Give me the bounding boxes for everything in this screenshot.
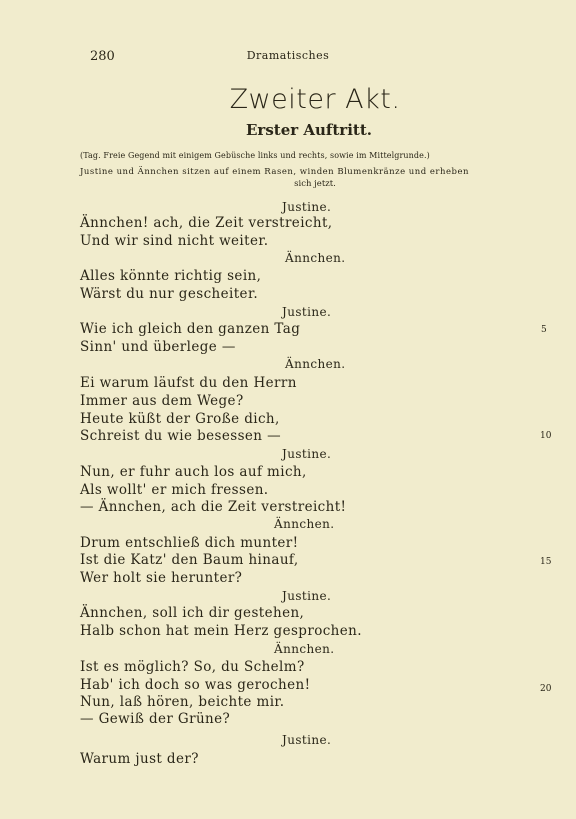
speaker-name: Ännchen. [274,642,335,656]
stage-direction-line: (Tag. Freie Gegend mit einigem Gebüsche links und rechts, sowie im Mittelgrunde.) [80,151,430,160]
line-number: 20 [540,684,552,694]
verse-line: Immer aus dem Wege? [80,393,244,409]
act-title: Zweiter Akt. [229,84,401,115]
page-number: 280 [90,49,115,64]
verse-line: Heute küßt der Große dich, [80,411,280,427]
verse-line: Wie ich gleich den ganzen Tag [80,321,301,337]
running-title: Dramatisches [246,49,330,62]
verse-line: Nun, laß hören, beichte mir. [80,694,285,710]
verse-line: Alles könnte richtig sein, [80,268,262,284]
scene-title: Erster Auftritt. [246,121,372,139]
verse-line: Schreist du wie besessen — [80,428,281,444]
verse-line: Wer holt sie herunter? [80,570,243,586]
stage-direction-line: Justine und Ännchen sitzen auf einem Rasen, winden Blumenkränze und erheben [80,167,469,177]
verse-line: Ist die Katz' den Baum hinauf, [80,552,299,568]
verse-line: — Gewiß der Grüne? [80,711,231,727]
line-number: 15 [540,557,552,567]
verse-line: Wärst du nur gescheiter. [80,286,259,302]
speaker-name: Justine. [282,589,332,603]
speaker-name: Ännchen. [285,357,346,371]
verse-line: Als wollt' er mich fressen. [80,482,269,498]
speaker-name: Ännchen. [274,517,335,531]
verse-line: Drum entschließ dich munter! [80,535,299,551]
verse-line: Ännchen, soll ich dir gestehen, [80,605,305,621]
speaker-name: Justine. [282,305,332,319]
line-number: 5 [541,325,547,335]
verse-line: Und wir sind nicht weiter. [80,233,269,249]
verse-line: — Ännchen, ach die Zeit verstreicht! [80,499,347,515]
verse-line: Hab' ich doch so was gerochen! [80,677,311,693]
verse-line: Nun, er fuhr auch los auf mich, [80,464,307,480]
verse-line: Warum just der? [80,751,199,767]
speaker-name: Justine. [282,200,332,214]
verse-line: Ännchen! ach, die Zeit verstreicht, [80,215,333,231]
verse-line: Sinn' und überlege — [80,339,236,355]
verse-line: Ist es möglich? So, du Schelm? [80,659,305,675]
verse-line: Ei warum läufst du den Herrn [80,375,297,391]
stage-direction-line: sich jetzt. [294,179,336,189]
speaker-name: Ännchen. [285,251,346,265]
line-number: 10 [540,431,552,441]
speaker-name: Justine. [282,447,332,461]
speaker-name: Justine. [282,733,332,747]
verse-line: Halb schon hat mein Herz gesprochen. [80,623,362,639]
